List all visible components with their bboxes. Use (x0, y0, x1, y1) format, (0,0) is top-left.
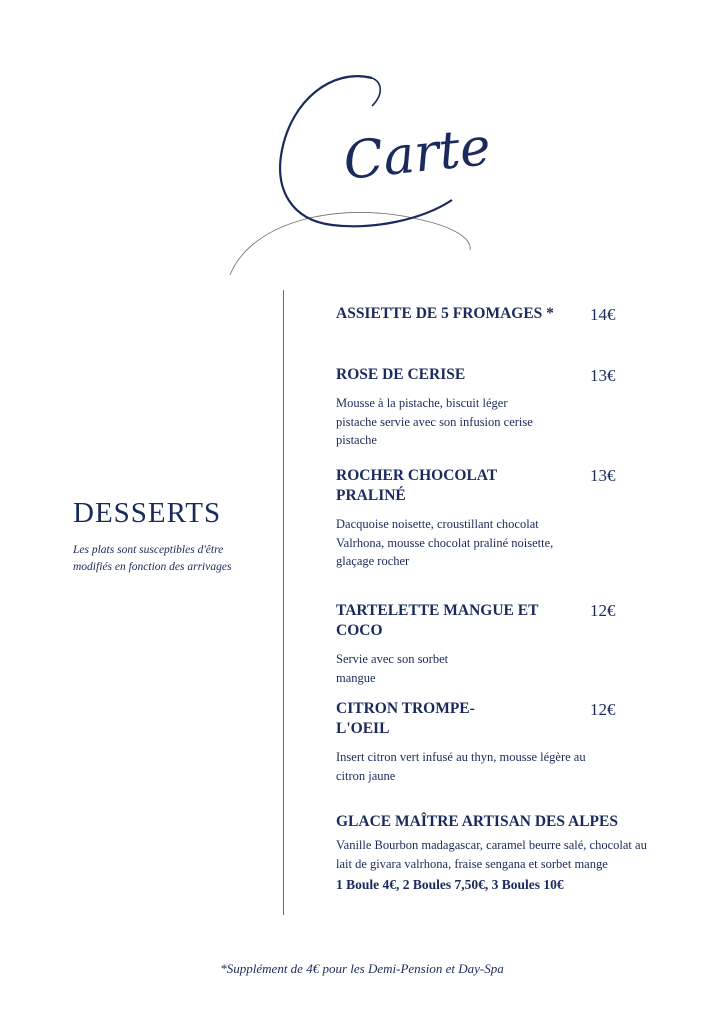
item-name: ASSIETTE DE 5 FROMAGES * (336, 305, 554, 322)
item-name: TARTELETTE MANGUE ET COCO (336, 602, 539, 639)
item-price: 12€ (590, 601, 616, 620)
menu-item (336, 466, 556, 571)
item-name: ROCHER CHOCOLAT PRALINÉ (336, 467, 497, 504)
carte-logo (222, 60, 492, 280)
item-description: Dacquoise noisette, croustillant chocolat Valrhona, mousse chocolat praliné noisette, glaçage rocher (336, 517, 554, 568)
vertical-divider (283, 290, 284, 915)
item-price: 14€ (590, 305, 616, 324)
item-price: 12€ (590, 700, 616, 719)
menu-item (336, 812, 666, 893)
item-name: CITRON TROMPE-L'OEIL (336, 700, 475, 737)
section-note: Les plats sont susceptibles d'être modifiés en fonction des arrivages (73, 544, 232, 573)
menu-item (336, 304, 556, 324)
section-title: DESSERTS (73, 497, 222, 529)
item-scoop-pricing: 1 Boule 4€, 2 Boules 7,50€, 3 Boules 10€ (336, 877, 564, 892)
item-description: Servie avec son sorbet mangue (336, 652, 449, 685)
footer-note: *Supplément de 4€ pour les Demi-Pension et Day-Spa (220, 961, 504, 976)
item-price: 13€ (590, 466, 616, 485)
menu-item (336, 699, 586, 785)
item-price: 13€ (590, 366, 616, 385)
carte-logo-text: Carte (340, 116, 492, 192)
item-description: Insert citron vert infusé au thyn, mousse légère au citron jaune (336, 750, 586, 783)
item-description: Vanille Bourbon madagascar, caramel beurre salé, chocolat au lait de givara valrhona, fraise sengana et sorbet mange (336, 838, 647, 871)
item-name: GLACE MAÎTRE ARTISAN DES ALPES (336, 813, 618, 830)
item-description: Mousse à la pistache, biscuit léger pistache servie avec son infusion cerise pistache (336, 396, 533, 447)
item-name: ROSE DE CERISE (336, 366, 466, 383)
menu-item (336, 365, 556, 450)
menu-item (336, 601, 546, 687)
carte-logo-svg (222, 60, 492, 280)
